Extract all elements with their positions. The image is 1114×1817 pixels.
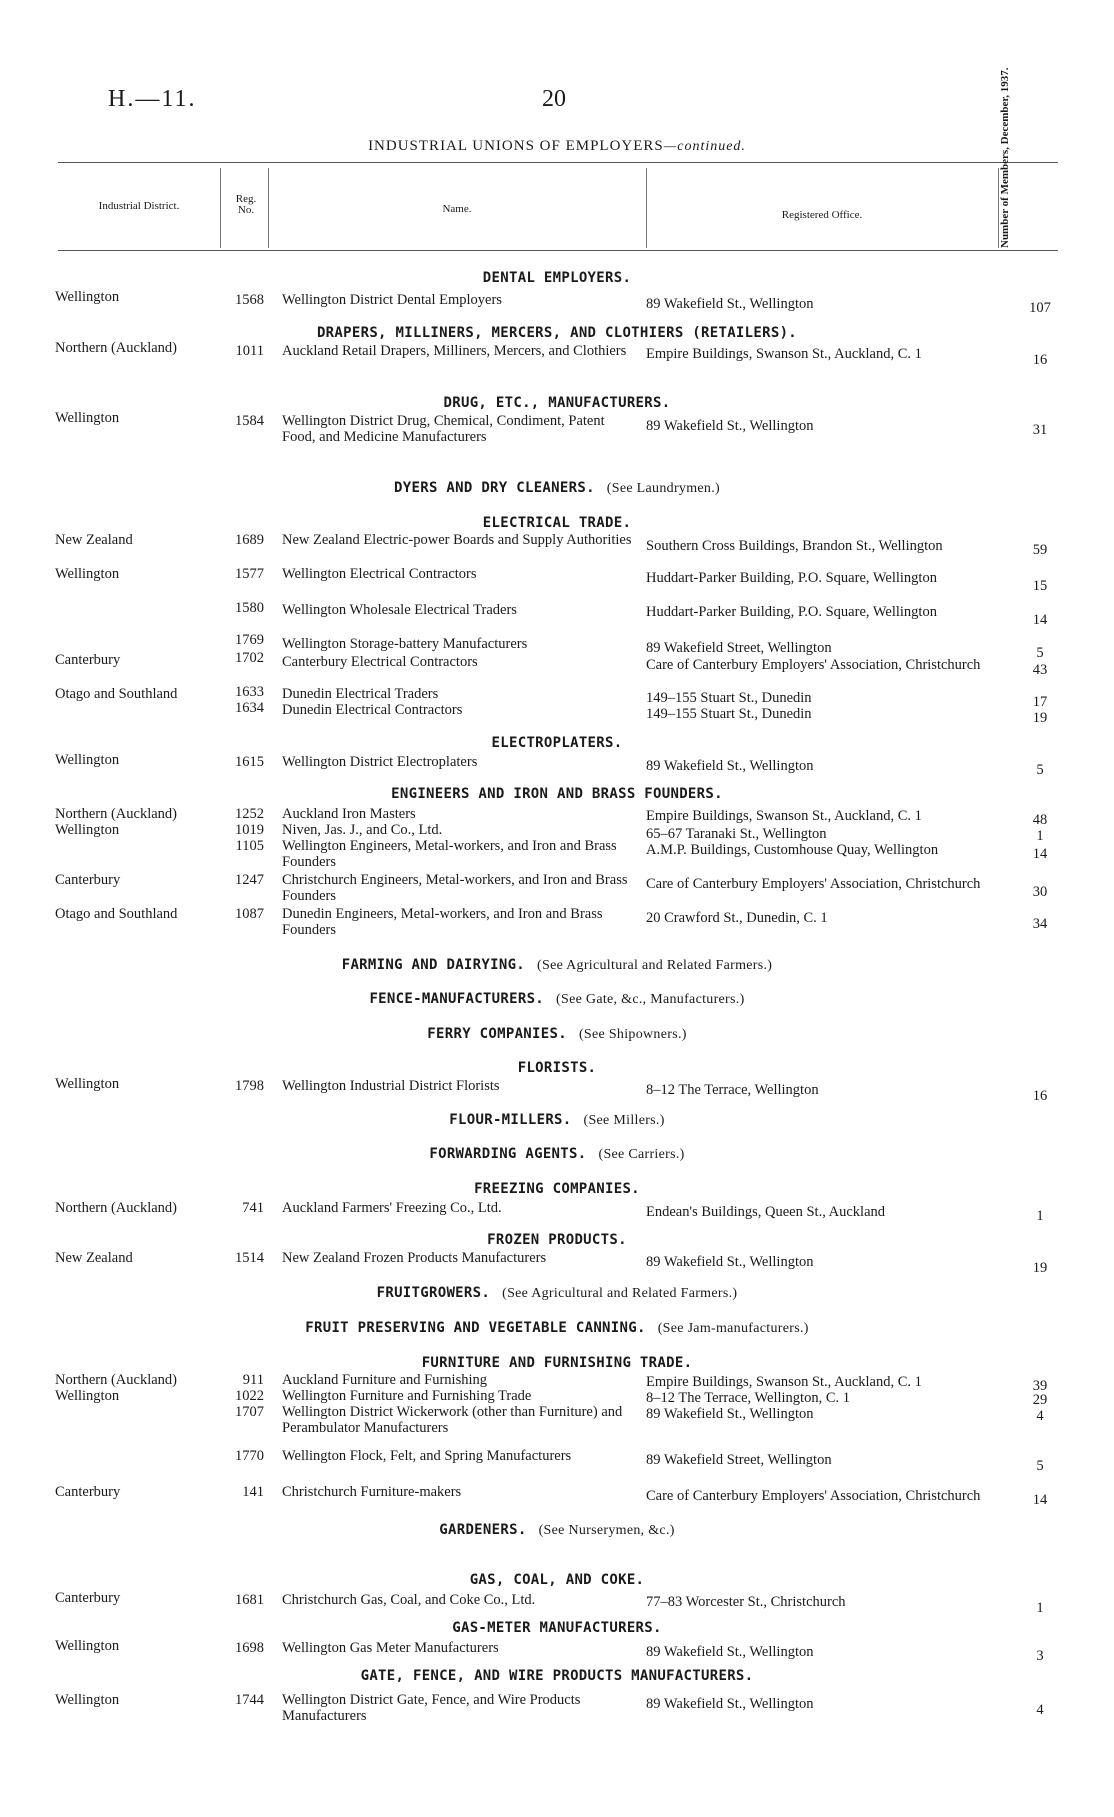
cell-district: Wellington [55, 410, 120, 426]
column-header-name: Name. [442, 203, 472, 215]
section-heading: ENGINEERS AND IRON AND BRASS FOUNDERS. [391, 786, 723, 802]
cell-members: 3 [1036, 1648, 1044, 1664]
cell-reg-no: 1633 [235, 684, 264, 700]
cell-name: Auckland Farmers' Freezing Co., Ltd. [282, 1200, 502, 1216]
page-title [0, 138, 1114, 155]
cell-reg-no: 1514 [235, 1250, 264, 1266]
cell-members: 19 [1032, 1260, 1048, 1276]
cell-office: Care of Canterbury Employers' Association, Christchurch [646, 657, 981, 673]
report-reference: H.—11. [108, 86, 197, 112]
cell-name: Wellington Storage-battery Manufacturers [282, 636, 528, 652]
page-title-text: INDUSTRIAL UNIONS OF EMPLOYERS [368, 138, 664, 154]
cell-members: 14 [1032, 1492, 1048, 1508]
cell-office: 89 Wakefield St., Wellington [646, 758, 814, 774]
cell-district: Wellington [55, 752, 120, 768]
cell-name: Dunedin Electrical Traders [282, 686, 439, 702]
cell-district: Otago and Southland [55, 686, 178, 702]
cell-office: 8–12 The Terrace, Wellington, C. 1 [646, 1390, 850, 1406]
column-divider [220, 168, 221, 248]
cell-name: Auckland Iron Masters [282, 806, 416, 822]
section-heading: DENTAL EMPLOYERS. [482, 270, 632, 286]
cell-district: New Zealand [55, 1250, 133, 1266]
cell-district: Wellington [55, 1076, 120, 1092]
cell-members: 39 [1032, 1378, 1048, 1394]
cell-reg-no: 1022 [235, 1388, 264, 1404]
cell-district: Canterbury [55, 872, 121, 888]
column-header-district: Industrial District. [98, 200, 180, 212]
cell-reg-no: 1584 [235, 413, 264, 429]
cell-reg-no: 1247 [235, 872, 264, 888]
section-heading: DRAPERS, MILLINERS, MERCERS, AND CLOTHIERS (RETAILERS). [316, 325, 798, 341]
section-heading: FROZEN PRODUCTS. [487, 1232, 627, 1248]
page-title-suffix: —continued. [663, 139, 746, 154]
cell-name: Wellington Electrical Contractors [282, 566, 477, 582]
cell-office: 149–155 Stuart St., Dunedin [646, 706, 812, 722]
section-heading: GAS-METER MANUFACTURERS. [452, 1620, 662, 1636]
cell-members: 1 [1036, 1600, 1044, 1616]
cell-members: 34 [1032, 916, 1048, 932]
section-heading: FRUITGROWERS. (See Agricultural and Related Farmers.) [376, 1285, 738, 1301]
cell-name: Wellington Engineers, Metal-workers, and Iron and Brass Founders [282, 838, 617, 870]
cell-name: Wellington Furniture and Furnishing Trade [282, 1388, 532, 1404]
cell-office: 89 Wakefield St., Wellington [646, 418, 814, 434]
page-number: 20 [542, 86, 566, 112]
section-heading: FLOUR-MILLERS. (See Millers.) [449, 1112, 665, 1128]
section-heading: FRUIT PRESERVING AND VEGETABLE CANNING. (See Jam-manufacturers.) [305, 1320, 809, 1336]
cell-reg-no: 1105 [235, 838, 264, 854]
cell-district: Canterbury [55, 652, 121, 668]
column-header-office: Registered Office. [781, 209, 863, 221]
cell-name: Wellington District Drug, Chemical, Condiment, Patent Food, and Medicine Manufacturers [282, 413, 605, 445]
cell-name: New Zealand Electric-power Boards and Supply Authorities [282, 532, 632, 548]
cell-reg-no: 1798 [235, 1078, 264, 1094]
cell-office: 8–12 The Terrace, Wellington [646, 1082, 819, 1098]
cell-members: 43 [1032, 662, 1048, 678]
cell-district: Wellington [55, 1638, 120, 1654]
section-heading: FERRY COMPANIES. (See Shipowners.) [427, 1026, 687, 1042]
cell-office: Huddart-Parker Building, P.O. Square, Wellington [646, 570, 937, 586]
cell-name: Christchurch Engineers, Metal-workers, and Iron and Brass Founders [282, 872, 628, 904]
cell-reg-no: 1580 [235, 600, 264, 616]
cell-office: Endean's Buildings, Queen St., Auckland [646, 1204, 886, 1220]
cell-office: Empire Buildings, Swanson St., Auckland, C. 1 [646, 1374, 922, 1390]
section-heading: DRUG, ETC., MANUFACTURERS. [443, 395, 671, 411]
cell-office: 89 Wakefield Street, Wellington [646, 1452, 832, 1468]
cell-office: 89 Wakefield St., Wellington [646, 1254, 814, 1270]
cell-members: 5 [1036, 645, 1044, 661]
cell-office: 89 Wakefield St., Wellington [646, 1644, 814, 1660]
cell-members: 30 [1032, 884, 1048, 900]
cell-name: Niven, Jas. J., and Co., Ltd. [282, 822, 443, 838]
section-heading: FURNITURE AND FURNISHING TRADE. [421, 1355, 693, 1371]
cell-members: 16 [1032, 1088, 1048, 1104]
cell-reg-no: 1252 [235, 806, 264, 822]
cell-name: Canterbury Electrical Contractors [282, 654, 478, 670]
cell-reg-no: 741 [242, 1200, 264, 1216]
cell-district: Northern (Auckland) [55, 1372, 177, 1388]
cell-name: Wellington Industrial District Florists [282, 1078, 500, 1094]
section-heading: GARDENERS. (See Nurserymen, &c.) [439, 1522, 675, 1538]
section-heading: ELECTROPLATERS. [491, 735, 623, 751]
cell-reg-no: 1689 [235, 532, 264, 548]
cell-office: Southern Cross Buildings, Brandon St., Wellington [646, 538, 943, 554]
cell-reg-no: 141 [242, 1484, 264, 1500]
cell-reg-no: 1577 [235, 566, 264, 582]
section-heading: FREEZING COMPANIES. [474, 1181, 640, 1197]
cell-name: Dunedin Engineers, Metal-workers, and Iron and Brass Founders [282, 906, 603, 938]
cell-office: 89 Wakefield St., Wellington [646, 1696, 814, 1712]
cell-members: 5 [1036, 1458, 1044, 1474]
cell-name: Auckland Retail Drapers, Milliners, Mercers, and Clothiers [282, 343, 627, 359]
cell-name: Wellington Wholesale Electrical Traders [282, 602, 517, 618]
cell-members: 1 [1036, 828, 1044, 844]
cell-name: Wellington District Dental Employers [282, 292, 502, 308]
column-divider [268, 168, 269, 248]
header-bottom-rule [58, 250, 1058, 251]
cell-district: Wellington [55, 822, 120, 838]
cell-office: 149–155 Stuart St., Dunedin [646, 690, 812, 706]
cell-office: 77–83 Worcester St., Christchurch [646, 1594, 846, 1610]
cell-name: New Zealand Frozen Products Manufacturers [282, 1250, 547, 1266]
cell-district: Canterbury [55, 1590, 121, 1606]
cell-members: 29 [1032, 1392, 1048, 1408]
cell-reg-no: 1707 [235, 1404, 264, 1420]
cell-office: Care of Canterbury Employers' Association, Christchurch [646, 1488, 981, 1504]
cell-reg-no: 1770 [235, 1448, 264, 1464]
cell-office: 89 Wakefield St., Wellington [646, 1406, 814, 1422]
cell-members: 16 [1032, 352, 1048, 368]
cell-members: 4 [1036, 1702, 1044, 1718]
cell-reg-no: 1702 [235, 650, 264, 666]
cell-district: New Zealand [55, 532, 133, 548]
section-heading: ELECTRICAL TRADE. [482, 515, 632, 531]
cell-members: 19 [1032, 710, 1048, 726]
cell-name: Wellington Gas Meter Manufacturers [282, 1640, 499, 1656]
section-heading: FENCE-MANUFACTURERS. (See Gate, &c., Manufacturers.) [369, 991, 745, 1007]
cell-name: Wellington Flock, Felt, and Spring Manufacturers [282, 1448, 572, 1464]
cell-reg-no: 1087 [235, 906, 264, 922]
cell-reg-no: 1744 [235, 1692, 264, 1708]
cell-office: Empire Buildings, Swanson St., Auckland, C. 1 [646, 346, 922, 362]
cell-name: Dunedin Electrical Contractors [282, 702, 463, 718]
cell-office: Huddart-Parker Building, P.O. Square, Wellington [646, 604, 937, 620]
cell-district: Northern (Auckland) [55, 340, 177, 356]
cell-name: Christchurch Furniture-makers [282, 1484, 462, 1500]
cell-reg-no: 1568 [235, 292, 264, 308]
cell-members: 107 [1029, 300, 1051, 316]
cell-reg-no: 911 [242, 1372, 264, 1388]
column-header-reg-no: Reg. No. [235, 193, 257, 216]
cell-members: 14 [1032, 846, 1048, 862]
cell-district: Northern (Auckland) [55, 806, 177, 822]
cell-district: Canterbury [55, 1484, 121, 1500]
cell-district: Wellington [55, 289, 120, 305]
cell-office: 20 Crawford St., Dunedin, C. 1 [646, 910, 828, 926]
cell-office: 89 Wakefield St., Wellington [646, 296, 814, 312]
cell-reg-no: 1769 [235, 632, 264, 648]
column-header-members: Number of Members, December, 1937. [999, 67, 1011, 248]
cell-reg-no: 1615 [235, 754, 264, 770]
cell-members: 17 [1032, 694, 1048, 710]
cell-name: Wellington District Wickerwork (other than Furniture) and Perambulator Manufacturers [282, 1404, 623, 1436]
cell-office: 89 Wakefield Street, Wellington [646, 640, 832, 656]
cell-members: 14 [1032, 612, 1048, 628]
section-heading: GAS, COAL, AND COKE. [469, 1572, 645, 1588]
cell-district: Wellington [55, 1692, 120, 1708]
cell-office: A.M.P. Buildings, Customhouse Quay, Wellington [646, 842, 939, 858]
cell-members: 48 [1032, 812, 1048, 828]
cell-office: 65–67 Taranaki St., Wellington [646, 826, 827, 842]
cell-members: 4 [1036, 1408, 1044, 1424]
cell-name: Wellington District Gate, Fence, and Wire Products Manufacturers [282, 1692, 581, 1724]
cell-district: Otago and Southland [55, 906, 178, 922]
column-divider [646, 168, 647, 248]
cell-members: 1 [1036, 1208, 1044, 1224]
cell-name: Wellington District Electroplaters [282, 754, 478, 770]
cell-district: Wellington [55, 1388, 120, 1404]
cell-office: Care of Canterbury Employers' Association, Christchurch [646, 876, 981, 892]
cell-members: 5 [1036, 762, 1044, 778]
cell-members: 59 [1032, 542, 1048, 558]
header-top-rule [58, 162, 1058, 163]
cell-reg-no: 1698 [235, 1640, 264, 1656]
cell-district: Northern (Auckland) [55, 1200, 177, 1216]
cell-members: 15 [1032, 578, 1048, 594]
cell-reg-no: 1634 [235, 700, 264, 716]
cell-office: Empire Buildings, Swanson St., Auckland, C. 1 [646, 808, 922, 824]
cell-reg-no: 1019 [235, 822, 264, 838]
section-heading: DYERS AND DRY CLEANERS. (See Laundrymen.) [394, 480, 720, 496]
section-heading: FARMING AND DAIRYING. (See Agricultural and Related Farmers.) [341, 957, 773, 973]
cell-name: Christchurch Gas, Coal, and Coke Co., Ltd. [282, 1592, 536, 1608]
section-heading: GATE, FENCE, AND WIRE PRODUCTS MANUFACTURERS. [360, 1668, 754, 1684]
cell-reg-no: 1011 [235, 343, 264, 359]
section-heading: FORWARDING AGENTS. (See Carriers.) [429, 1146, 685, 1162]
cell-members: 31 [1032, 422, 1048, 438]
cell-name: Auckland Furniture and Furnishing [282, 1372, 487, 1388]
section-heading: FLORISTS. [517, 1060, 597, 1076]
cell-district: Wellington [55, 566, 120, 582]
cell-reg-no: 1681 [235, 1592, 264, 1608]
